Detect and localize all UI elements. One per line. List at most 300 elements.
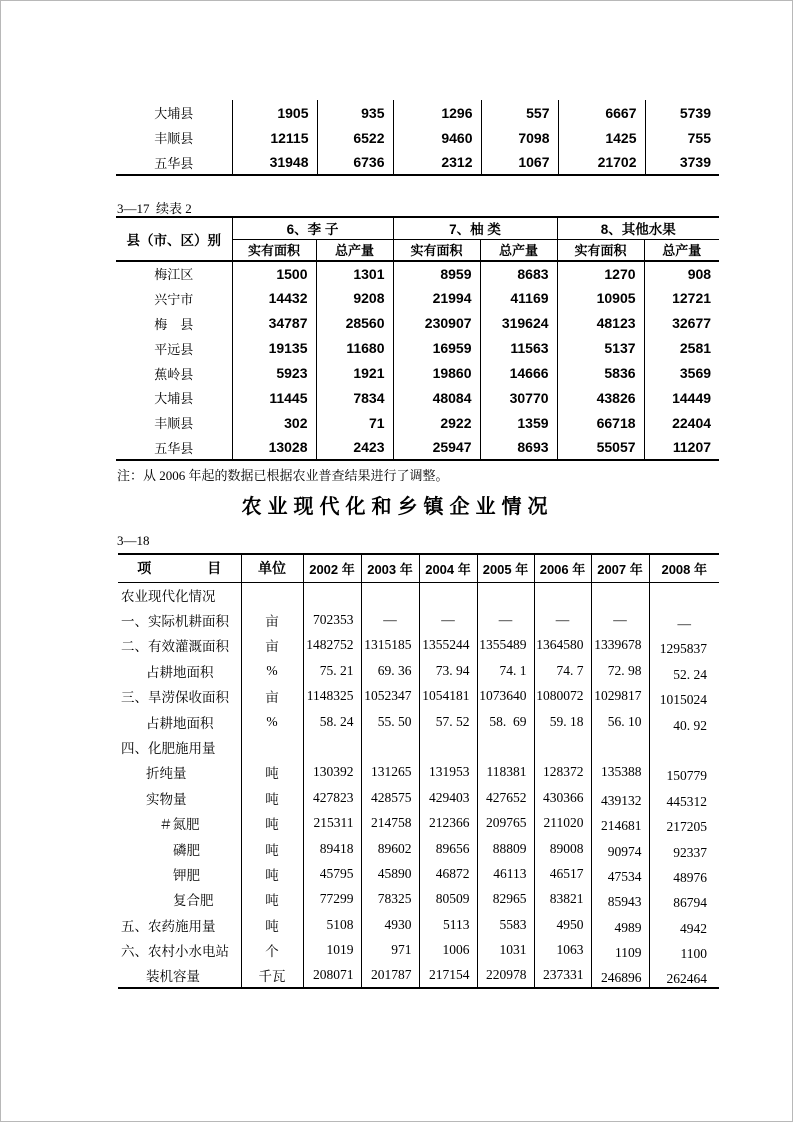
value-cell [317,100,393,125]
cell-text: 48976 [673,869,707,885]
item-label [118,607,241,632]
value-cell [534,760,591,785]
cell-text: 89602 [377,840,412,856]
value-cell [232,410,316,435]
value-cell [557,435,644,460]
cell-text: 1355489 [479,637,527,653]
cell-text: 78325 [377,891,412,907]
value-cell [649,709,719,734]
cell-text: 3569 [679,365,712,381]
cell-text: 2922 [440,414,472,431]
header-year-2005: 2005 年 [477,554,534,582]
cell-text: 5108 [326,916,354,932]
item-label [118,861,241,886]
table-row [118,607,719,632]
value-cell [477,633,534,658]
cell-text: 11563 [510,340,549,357]
cell-text: 折纯量 [146,766,187,782]
value-cell [649,607,719,632]
sub-header-area: 实有面积 [232,239,316,261]
cell-text: 16959 [432,340,472,357]
cell-text: 58. 24 [319,713,354,729]
value-cell [393,435,480,460]
value-cell [361,658,419,683]
cell-text: 1270 [604,265,636,282]
cell-text: 2423 [353,439,385,456]
cell-text: 45890 [377,865,412,881]
value-cell [232,311,316,336]
cell-text: 1921 [353,365,385,381]
value-cell [303,582,361,607]
value-cell [644,311,719,336]
value-cell [361,582,419,607]
value-cell [303,734,361,759]
value-cell [393,336,480,361]
cell-text: 丰顺县 [154,416,194,432]
value-cell [591,836,649,861]
table-3-18 [118,553,719,989]
unit-cell [241,785,303,810]
cell-text: 梅江区 [154,267,194,283]
cell-text: 大埔县 [154,391,194,407]
cell-text: 21994 [432,290,472,307]
table-row [116,125,719,150]
value-cell [534,633,591,658]
table-row [118,684,719,709]
value-cell [477,785,534,810]
cell-text: 47534 [607,868,642,884]
cell-text: 55057 [596,439,636,456]
table-row [116,410,719,435]
value-cell [557,286,644,311]
header-row [118,554,719,582]
cell-text: 45795 [319,865,354,881]
header-unit: 单位 [241,554,303,582]
value-cell [419,760,477,785]
cell-text: 1100 [680,946,707,962]
cell-text: 5583 [499,916,527,932]
cell-text: 2312 [441,154,473,170]
value-cell [477,861,534,886]
cell-text: 319624 [501,315,549,332]
county-name [116,361,232,386]
value-cell [419,658,477,683]
table-body [116,261,719,460]
value-cell [534,709,591,734]
value-cell [557,361,644,386]
value-cell [477,658,534,683]
cell-text: 梅 县 [154,316,194,332]
cell-text: % [266,662,278,678]
item-label [118,760,241,785]
cell-text: 1109 [615,945,642,961]
value-cell [477,709,534,734]
value-cell [361,607,419,632]
value-cell [232,125,317,150]
cell-text: 亩 [265,639,279,655]
cell-text: 230907 [424,315,472,332]
value-cell [393,150,481,175]
cell-text: 五华县 [154,155,194,171]
cell-text: 72. 98 [607,662,642,678]
cell-text: 14449 [672,389,712,406]
cell-text: 935 [361,104,385,121]
value-cell [361,963,419,988]
county-name [116,125,232,150]
value-cell [480,435,557,460]
cell-text: 150779 [666,768,707,784]
value-cell [303,658,361,683]
value-cell [477,734,534,759]
table-row [116,286,719,311]
table-row [116,100,719,125]
table-row [118,887,719,912]
cell-text: 7834 [353,389,385,406]
cell-text: 48123 [596,315,636,332]
value-cell [591,709,649,734]
cell-text: 6522 [353,129,385,146]
cell-text: 220978 [486,967,527,983]
cell-text: 1019 [326,942,354,958]
unit-cell [241,836,303,861]
cell-text: 6667 [605,104,637,121]
cell-text: 5113 [443,916,470,932]
value-cell [591,785,649,810]
value-cell [534,684,591,709]
value-cell [316,385,393,410]
cell-text: 57. 52 [435,713,470,729]
cell-text: 1905 [277,104,309,121]
value-cell [645,125,719,150]
value-cell [303,709,361,734]
cell-text: 六、农村小水电站 [121,944,229,960]
header-year-2006: 2006 年 [534,554,591,582]
value-cell [477,887,534,912]
value-cell [361,836,419,861]
cell-text: 80509 [435,891,470,907]
value-cell [419,836,477,861]
cell-text: 大埔县 [154,106,194,121]
table-body [116,100,719,175]
cell-text: 4989 [614,919,642,935]
cell-text: 占耕地面积 [146,664,214,680]
table-row [118,633,719,658]
cell-text: 131265 [371,764,412,780]
cell-text: — [441,612,455,628]
unit-cell [241,963,303,988]
cell-text: 四、化肥施用量 [121,741,216,757]
value-cell [393,100,481,125]
table-3-17-label: 3—17 续表 2 [117,201,192,216]
cell-text: 6736 [353,154,385,170]
cell-text: 28560 [345,315,385,332]
cell-text: 1315185 [364,637,412,653]
table-row [116,435,719,460]
cell-text: 1148325 [306,688,354,704]
cell-text: 262464 [666,971,707,987]
group-header-plum: 6、李 子 [232,217,393,239]
cell-text: — [677,616,691,632]
value-cell [361,684,419,709]
cell-text: 82965 [492,891,527,907]
value-cell [477,937,534,962]
header-year-2002: 2002 年 [303,554,361,582]
value-cell [558,100,645,125]
cell-text: 1295837 [659,641,707,657]
cell-text: 13028 [268,439,308,456]
county-name [116,435,232,460]
unit-cell [241,582,303,607]
value-cell [480,286,557,311]
value-cell [644,435,719,460]
value-cell [481,125,558,150]
value-cell [649,963,719,988]
cell-text: 吨 [265,766,279,782]
value-cell [644,361,719,386]
cell-text: 亩 [265,614,279,630]
cell-text: 77299 [319,891,354,907]
cell-text: 237331 [543,967,584,983]
cell-text: 74. 7 [556,662,584,678]
value-cell [644,385,719,410]
cell-text: 11207 [672,439,712,456]
cell-text: 五、农药施用量 [121,918,216,934]
county-name [116,385,232,410]
cell-text: 30770 [509,389,549,406]
cell-text: 1006 [442,942,470,958]
value-cell [232,261,316,286]
cell-text: 214758 [371,815,412,831]
value-cell [232,100,317,125]
value-cell [649,734,719,759]
cell-text: 429403 [429,789,470,805]
sub-header-output: 总产量 [644,239,719,261]
cell-text: 83821 [549,891,584,907]
value-cell [591,582,649,607]
cell-text: 755 [687,129,711,146]
county-name [116,261,232,286]
cell-text: 14666 [509,365,549,381]
value-cell [480,336,557,361]
value-cell [317,150,393,175]
cell-text: 46113 [493,865,527,881]
cell-text: 1355244 [422,637,470,653]
cell-text: 208071 [313,967,354,983]
value-cell [591,963,649,988]
value-cell [232,435,316,460]
value-cell [419,607,477,632]
cell-text: 46872 [435,865,470,881]
county-name [116,336,232,361]
group-header-row [116,217,719,239]
cell-text: 个 [265,944,279,960]
item-label [118,963,241,988]
value-cell [649,887,719,912]
value-cell [361,887,419,912]
cell-text: 7098 [518,129,550,146]
cell-text: 428575 [371,789,412,805]
value-cell [480,311,557,336]
cell-text: 86794 [673,895,707,911]
cell-text: 217154 [429,967,470,983]
table-row [118,582,719,607]
section-title: 农业现代化和乡镇企业情况 [241,496,554,518]
value-cell [232,150,317,175]
cell-text: 千瓦 [258,969,286,985]
cell-text: 五华县 [154,440,194,456]
cell-text: 1031 [499,942,527,958]
cell-text: 445312 [666,793,707,809]
county-name [116,410,232,435]
cell-text: — [383,612,397,628]
cell-text: 43826 [596,389,636,406]
cell-text: 1364580 [536,637,584,653]
value-cell [361,861,419,886]
cell-text: 1067 [518,154,550,170]
value-cell [649,836,719,861]
value-cell [477,607,534,632]
cell-text: 吨 [265,791,279,807]
value-cell [477,963,534,988]
cell-text: ＃氮肥 [159,817,200,833]
cell-text: 5137 [604,340,636,357]
value-cell [480,361,557,386]
value-cell [419,963,477,988]
header-year-2004: 2004 年 [419,554,477,582]
cell-text: 702353 [313,612,354,628]
cell-text: — [555,612,570,628]
value-cell [303,937,361,962]
county-name [116,286,232,311]
item-label [118,811,241,836]
table-row [118,811,719,836]
value-cell [644,336,719,361]
cell-text: 复合肥 [173,893,214,909]
cell-text: 14432 [268,290,308,307]
cell-text: 10905 [596,290,636,307]
cell-text: 1073640 [479,688,527,704]
cell-text: — [498,612,513,628]
value-cell [361,709,419,734]
cell-text: 246896 [601,970,642,986]
unit-cell [241,912,303,937]
cell-text: 557 [526,104,550,121]
table-3-18-label: 3—18 [117,533,150,548]
cell-text: 1482752 [306,637,354,653]
cell-text: 25947 [432,439,472,456]
value-cell [534,811,591,836]
cell-text: 90974 [607,843,642,859]
cell-text: 实物量 [146,791,187,807]
cell-text: 蕉岭县 [154,366,194,382]
value-cell [480,261,557,286]
table-note: 注：从 2006 年起的数据已根据农业普查结果进行了调整。 [117,468,449,483]
table-row [116,336,719,361]
value-cell [591,684,649,709]
cell-text: 丰顺县 [154,131,194,146]
value-cell [419,734,477,759]
cell-text: 占耕地面积 [146,715,214,731]
cell-text: 4930 [384,916,412,932]
value-cell [644,286,719,311]
cell-text: 1296 [441,104,473,121]
cell-text: 磷肥 [173,842,200,858]
value-cell [591,607,649,632]
cell-text: 59. 18 [549,713,584,729]
table-row [116,311,719,336]
cell-text: 302 [284,414,308,431]
value-cell [393,410,480,435]
value-cell [558,150,645,175]
table-row [118,760,719,785]
cell-text: 19135 [268,340,308,357]
cell-text: 钾肥 [173,867,200,883]
value-cell [232,385,316,410]
county-name [116,311,232,336]
cell-text: 85943 [607,894,642,910]
value-cell [316,410,393,435]
value-cell [649,658,719,683]
value-cell [477,582,534,607]
table-row [116,261,719,286]
value-cell [534,785,591,810]
item-label [118,937,241,962]
value-cell [419,582,477,607]
cell-text: 89008 [549,840,584,856]
unit-cell [241,734,303,759]
cell-text: 89656 [435,840,470,856]
value-cell [303,760,361,785]
value-cell [361,734,419,759]
table-row [118,937,719,962]
value-cell [649,937,719,962]
value-cell [534,937,591,962]
value-cell [591,734,649,759]
cell-text: 吨 [265,867,279,883]
cell-text: 12115 [270,129,309,146]
value-cell [591,658,649,683]
cell-text: 9460 [441,129,473,146]
value-cell [477,760,534,785]
cell-text: 427652 [486,789,527,805]
cell-text: 22404 [672,414,712,431]
cell-text: 52. 24 [673,666,707,682]
item-label [118,582,241,607]
value-cell [393,125,481,150]
value-cell [649,861,719,886]
cell-text: 11445 [269,389,308,406]
value-cell [419,912,477,937]
cell-text: 1425 [605,129,637,146]
value-cell [591,633,649,658]
value-cell [303,633,361,658]
table-row [116,385,719,410]
item-label [118,734,241,759]
cell-text: 1301 [353,265,385,282]
value-cell [303,836,361,861]
header-year-2003: 2003 年 [361,554,419,582]
county-column-header: 县（市、区）别 [116,217,232,261]
cell-text: 8693 [517,439,549,456]
table-row [116,361,719,386]
cell-text: 12721 [672,290,712,307]
value-cell [534,836,591,861]
cell-text: 吨 [265,817,279,833]
value-cell [361,912,419,937]
table-header [118,554,719,582]
cell-text: 118381 [486,764,527,780]
county-name [116,150,232,175]
